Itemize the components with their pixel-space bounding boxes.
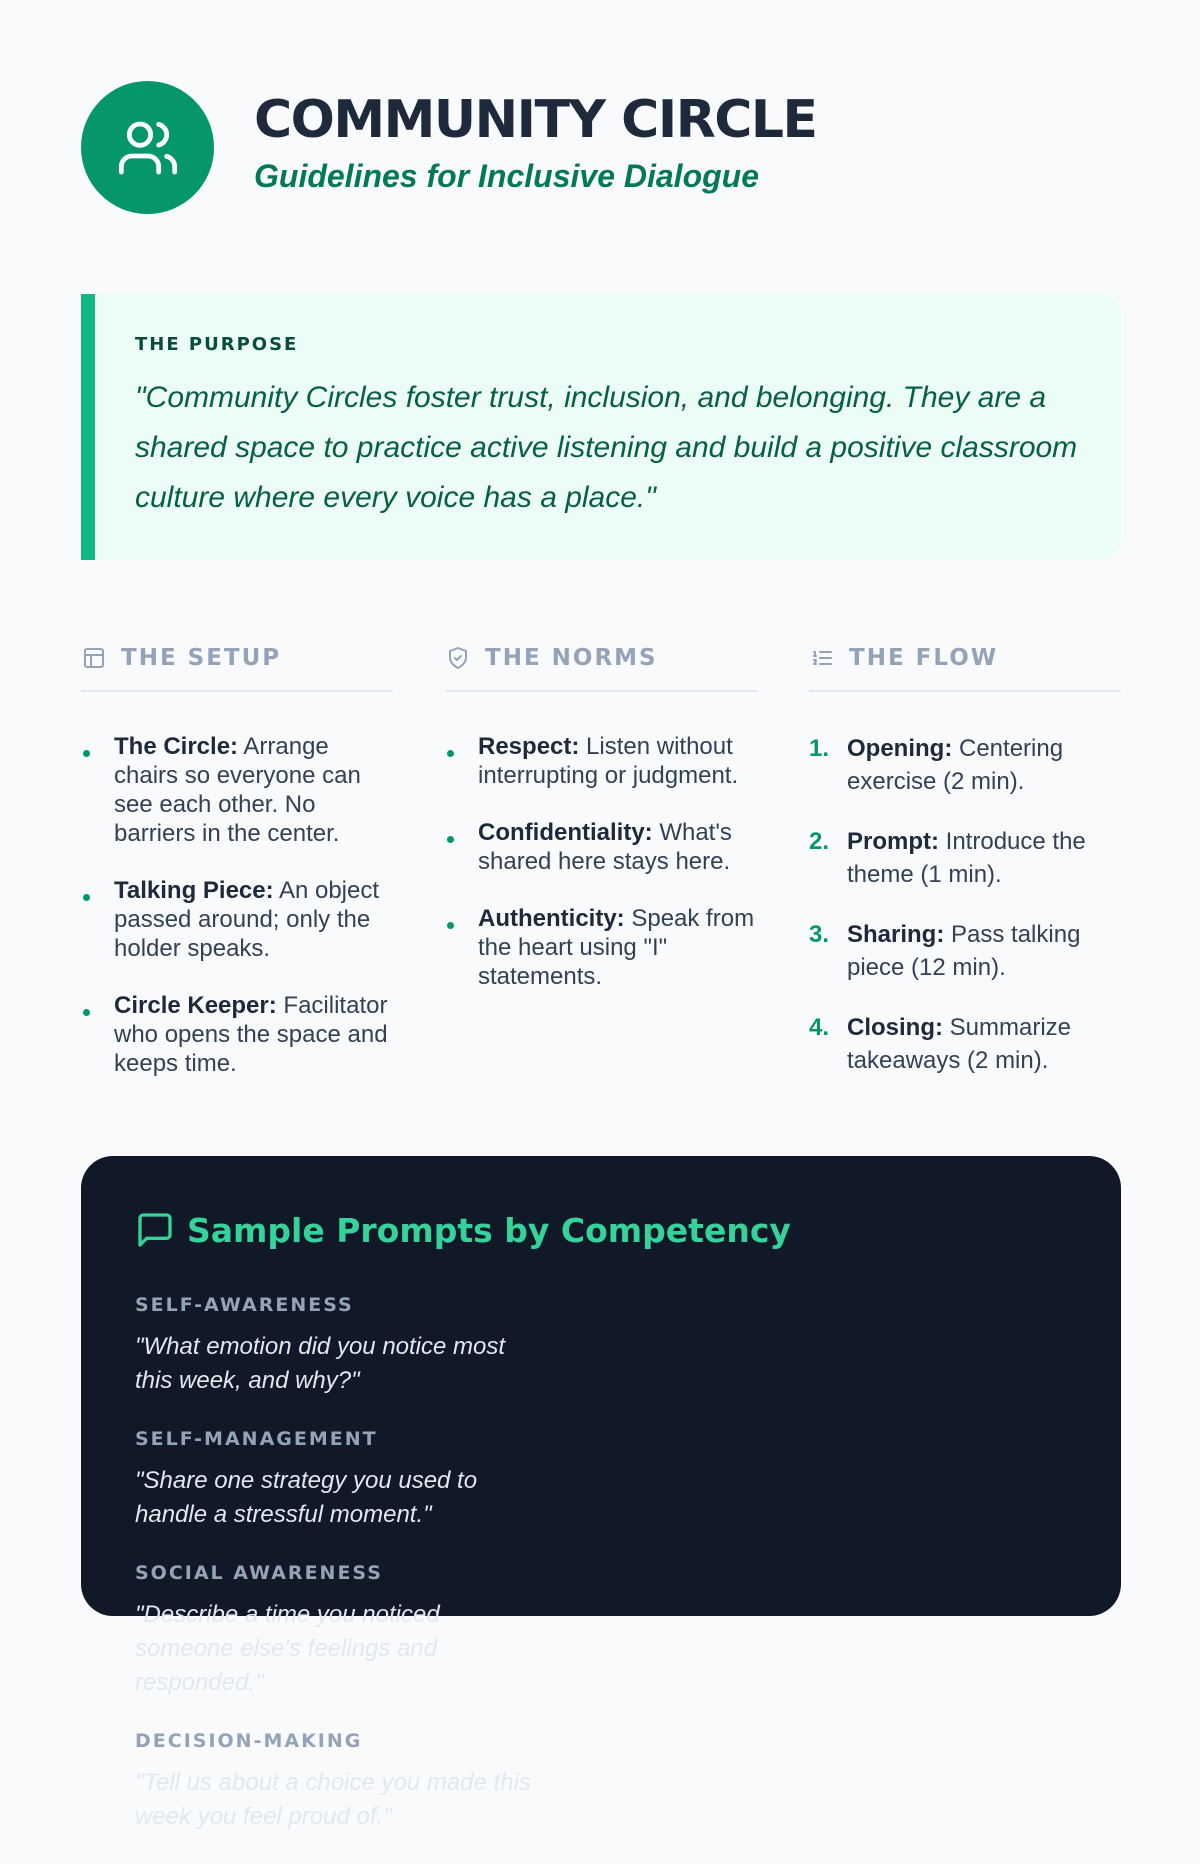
item-term: Talking Piece:	[114, 877, 274, 904]
step-number: 4.	[809, 1014, 830, 1041]
page-title: COMMUNITY CIRCLE	[254, 90, 817, 150]
flow-list	[809, 732, 1121, 1077]
item-desc: Pass talking piece (12 min).	[847, 921, 1081, 981]
norms-list	[445, 732, 757, 991]
bullet	[83, 894, 90, 901]
list-item	[809, 732, 1121, 798]
step-number: 1.	[809, 735, 830, 762]
message-square-icon	[135, 1210, 175, 1250]
prompts-title: Sample Prompts by Competency	[187, 1210, 791, 1250]
purpose-text: "Community Circles foster trust, inclusion, and belonging. They are a shared space to practice active listening and build a positive classroom culture where every voice has a place."	[135, 381, 1078, 514]
bullet	[83, 1009, 90, 1016]
item-desc: Centering exercise (2 min).	[847, 735, 1064, 795]
purpose-label: THE PURPOSE	[135, 334, 299, 355]
prompts-panel	[81, 1156, 1121, 1830]
item-term: Confidentiality:	[478, 819, 653, 846]
item-desc: Speak from the heart using "I" statements.	[478, 905, 755, 990]
item-desc: Facilitator who opens the space and keeps time.	[114, 992, 388, 1077]
prompt-text: "Describe a time you noticed someone else's feelings and responded."	[135, 1601, 440, 1696]
item-term: Authenticity:	[478, 905, 625, 932]
list-item	[809, 825, 1121, 891]
prompt-text: "What emotion did you notice most this week, and why?"	[135, 1333, 506, 1394]
list-item	[81, 991, 393, 1078]
step-number: 2.	[809, 828, 830, 855]
layout-icon	[81, 645, 107, 671]
header	[81, 81, 817, 214]
header-titles	[254, 90, 817, 195]
shield-check-icon	[445, 645, 471, 671]
item-term: Respect:	[478, 733, 580, 760]
norms-title: THE NORMS	[485, 645, 658, 671]
norms-header	[445, 640, 757, 692]
list-item	[445, 732, 757, 790]
list-item	[81, 876, 393, 963]
prompt-label: SELF-MANAGEMENT	[135, 1428, 378, 1450]
prompt-text: "Tell us about a choice you made this week you feel proud of."	[135, 1769, 531, 1830]
setup-column	[81, 640, 393, 1106]
users-icon	[116, 116, 180, 180]
bullet	[447, 922, 454, 929]
flow-column	[809, 640, 1121, 1106]
bullet	[447, 836, 454, 843]
item-term: Opening:	[847, 735, 953, 762]
item-desc: Introduce the theme (1 min).	[847, 828, 1086, 888]
item-desc: Summarize takeaways (2 min).	[847, 1014, 1072, 1074]
list-item	[81, 732, 393, 848]
flow-header	[809, 640, 1121, 692]
prompt-card	[135, 1562, 641, 1700]
flow-title: THE FLOW	[849, 645, 999, 671]
logo	[81, 81, 214, 214]
item-desc: Listen without interrupting or judgment.	[478, 733, 739, 789]
prompt-card	[135, 1730, 641, 1834]
page-subtitle: Guidelines for Inclusive Dialogue	[254, 158, 759, 194]
prompts-header	[135, 1210, 1067, 1250]
item-desc: What's shared here stays here.	[478, 819, 732, 875]
list-item	[809, 918, 1121, 984]
list-ordered-icon	[809, 645, 835, 671]
list-item	[809, 1011, 1121, 1077]
prompt-label: SELF-AWARENESS	[135, 1294, 354, 1316]
purpose-box	[81, 294, 1121, 560]
norms-column	[445, 640, 757, 1106]
prompts-grid	[135, 1294, 1067, 1864]
item-desc: Arrange chairs so everyone can see each other. No barriers in the center.	[114, 733, 361, 847]
item-term: Closing:	[847, 1014, 943, 1041]
setup-header	[81, 640, 393, 692]
list-item	[445, 818, 757, 876]
prompt-card	[135, 1428, 641, 1532]
item-term: The Circle:	[114, 733, 239, 760]
list-item	[445, 904, 757, 991]
setup-list	[81, 732, 393, 1078]
prompt-text: "Share one strategy you used to handle a stressful moment."	[135, 1467, 478, 1528]
item-term: Circle Keeper:	[114, 992, 277, 1019]
item-term: Sharing:	[847, 921, 945, 948]
bullet	[83, 750, 90, 757]
prompt-label: DECISION-MAKING	[135, 1730, 363, 1752]
item-desc: An object passed around; only the holder speaks.	[114, 877, 380, 962]
bullet	[447, 750, 454, 757]
columns	[81, 640, 1121, 1106]
item-term: Prompt:	[847, 828, 939, 855]
setup-title: THE SETUP	[121, 645, 282, 671]
prompt-label: SOCIAL AWARENESS	[135, 1562, 383, 1584]
prompt-card	[135, 1294, 641, 1398]
step-number: 3.	[809, 921, 830, 948]
